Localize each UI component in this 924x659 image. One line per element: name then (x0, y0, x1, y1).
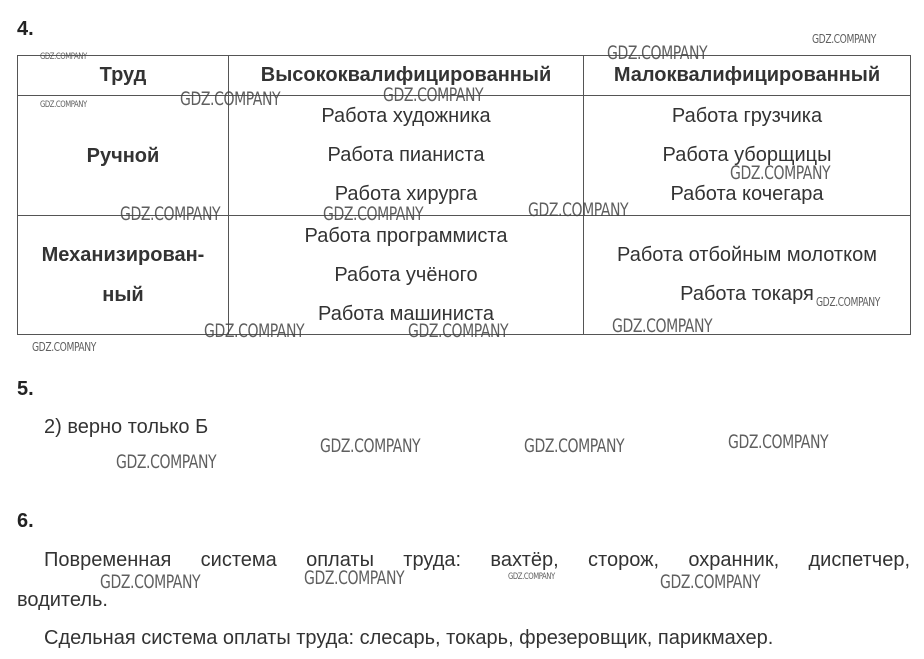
watermark: GDZ.COMPANY (320, 435, 421, 457)
watermark: GDZ.COMPANY (408, 320, 509, 342)
list-item: Работа отбойным молотком (617, 244, 877, 266)
watermark: GDZ.COMPANY (323, 203, 424, 225)
watermark: GDZ.COMPANY (100, 571, 201, 593)
watermark: GDZ.COMPANY (40, 52, 87, 62)
watermark: GDZ.COMPANY (528, 199, 629, 221)
list-item: Работа кочегара (670, 183, 824, 205)
question-6-piece-rate-line: Сдельная система оплаты труда: слесарь, токарь, фрезеровщик, парикмахер. (44, 627, 774, 649)
watermark: GDZ.COMPANY (204, 320, 305, 342)
table-header-cell: Высококвалифицированный (229, 56, 584, 96)
watermark: GDZ.COMPANY (304, 567, 405, 589)
list-item: Работа машиниста (318, 302, 494, 325)
table-header-cell: Труд (18, 56, 229, 96)
table-cell (584, 96, 911, 216)
question-5-number: 5. (17, 378, 34, 400)
question-5-answer: 2) верно только Б (44, 416, 209, 438)
list-item: Работа программиста (304, 224, 508, 247)
question-4-number: 4. (17, 18, 34, 40)
row-label: ный (102, 284, 144, 306)
watermark: GDZ.COMPANY (730, 162, 831, 184)
table-row (18, 96, 911, 216)
list-item: Работа уборщицы (662, 144, 832, 166)
table-cell (229, 216, 584, 335)
row-label: Ручной (86, 144, 160, 167)
watermark: GDZ.COMPANY (508, 572, 555, 582)
watermark: GDZ.COMPANY (32, 340, 96, 354)
watermark: GDZ.COMPANY (40, 100, 87, 110)
row-label: Механизирован- (41, 244, 205, 266)
watermark: GDZ.COMPANY (612, 315, 713, 337)
question-6-time-based-line-end: водитель. (17, 589, 108, 611)
question-6-time-based-line: Повременная система оплаты труда: вахтёр, сторож, охранник, диспетчер, (44, 549, 910, 571)
list-item: Работа художника (321, 105, 491, 127)
table-row (18, 216, 911, 335)
watermark: GDZ.COMPANY (180, 88, 281, 110)
watermark: GDZ.COMPANY (116, 451, 217, 473)
watermark: GDZ.COMPANY (120, 203, 221, 225)
row-label-cell (18, 96, 229, 216)
watermark: GDZ.COMPANY (607, 42, 708, 64)
watermark: GDZ.COMPANY (383, 84, 484, 106)
list-item: Работа токаря (680, 283, 814, 305)
list-item: Работа грузчика (671, 105, 823, 127)
list-item: Работа хирурга (334, 183, 478, 205)
row-label-cell (18, 216, 229, 335)
list-item: Работа пианиста (327, 144, 485, 166)
list-item: Работа учёного (334, 263, 478, 286)
watermark: GDZ.COMPANY (812, 32, 876, 46)
watermark: GDZ.COMPANY (524, 435, 625, 457)
question-6-number: 6. (17, 510, 34, 532)
watermark: GDZ.COMPANY (728, 431, 829, 453)
watermark: GDZ.COMPANY (660, 571, 761, 593)
table-cell (229, 96, 584, 216)
watermark: GDZ.COMPANY (816, 295, 880, 309)
table-header-cell: Малоквалифицированный (584, 56, 911, 96)
